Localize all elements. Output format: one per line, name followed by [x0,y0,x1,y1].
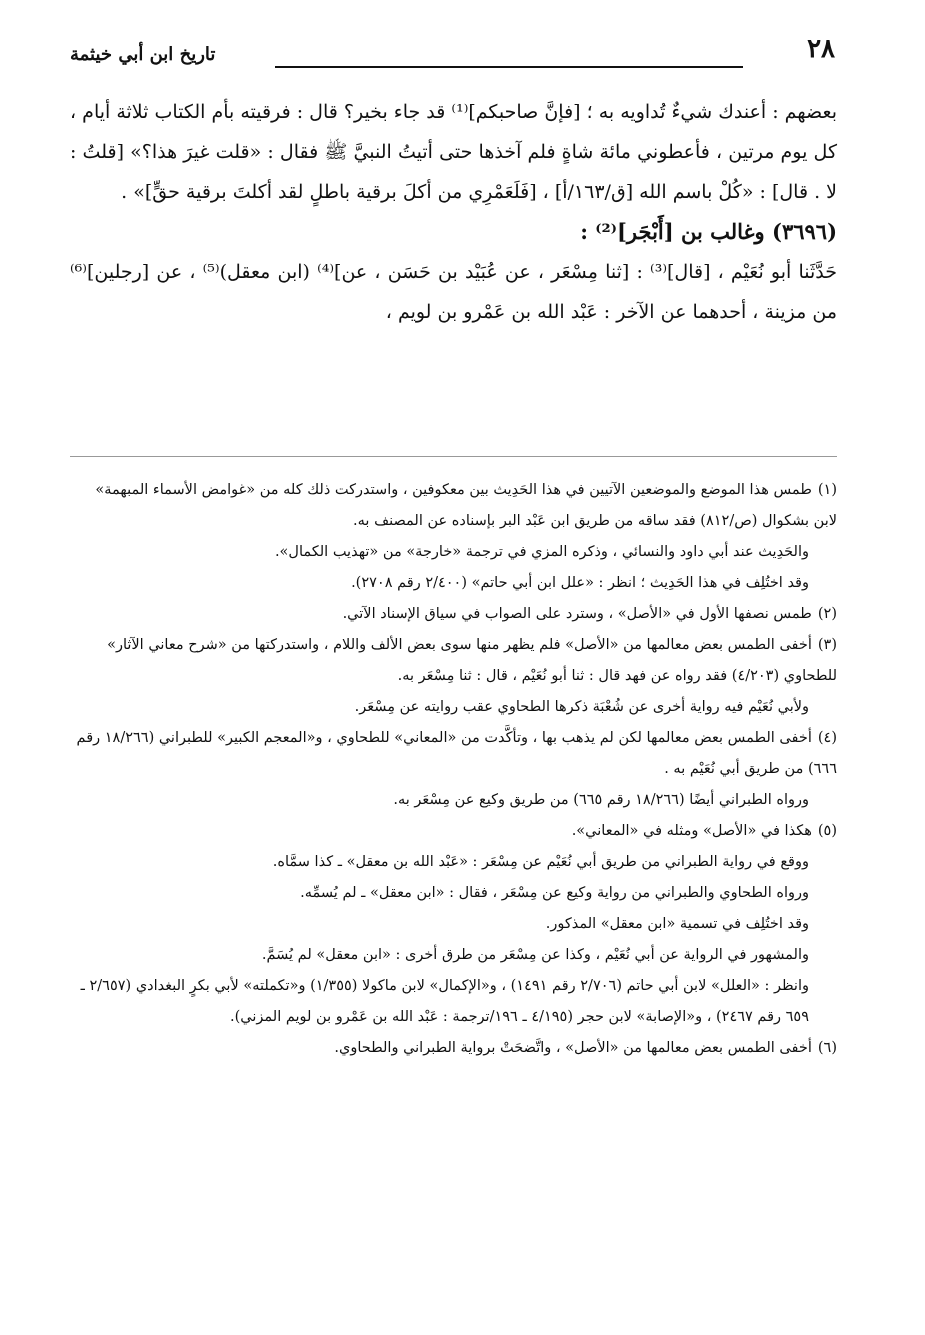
footnote-continuation: والحَدِيث عند أبي داود والنسائي ، وذكره المزي في ترجمة «خارجة» من «تهذيب الكمال». [274,544,809,560]
footnote-continuation: وانظر : «العلل» لابن أبي حاتم (٢/٧٠٦ رقم ١٤٩١) ، و«الإكمال» لابن ماكولا (١/٣٥٥) و«تكملته» لأبي بكرٍ البغدادي (٢/٦٥٧ ـ ٦٥٩ رقم ٢٤٦٧) ، و«الإصابة» لابن حجر (٤/١٩٥ ـ ١٩٦/ترجمة : عَبْد الله بن عَمْرو بن لويم المزني). [80,978,809,1025]
isnad-paragraph: حَدَّثَنا أبو نُعَيْم ، [قال]⁽³⁾ : [ثنا مِسْعَر ، عن عُبَيْد بن حَسَن ، عن]⁽⁴⁾ (ابن معقل)⁽⁵⁾ ، عن [رجلين]⁽⁶⁾ من مزينة ، أحدهما عن الآخر : عَبْد الله بن عَمْرو بن لويم ، [70,261,837,323]
footnote-text: أخفى الطمس بعض معالمها من «الأصل» فلم يظهر منها سوى بعض الألف واللام ، واستدركتها من «شرح معاني الآثار» للطحاوي (٤/٢٠٣) فقد رواه عن فهد قال : ثنا أبو نُعَيْم ، قال : ثنا مِسْعَر به. [107,637,837,684]
footnote-3 [70,630,837,692]
footnote-continuation: وقد اختُلِف في تسمية «ابن معقل» المذكور. [545,916,809,932]
entry-heading: (٣٦٩٦) وغالب بن [أَبْجَر]⁽²⁾ : [580,219,837,244]
footnote-1 [70,475,837,537]
book-title: تاريخ ابن أبي خيثمة [70,44,216,65]
footnote-5 [70,816,837,847]
footnote-number: (٤) [817,730,837,746]
footnote-text: أخفى الطمس بعض معالمها من «الأصل» ، واتَّضحَتْ برواية الطبراني والطحاوي. [334,1040,812,1056]
footnote-continuation: ولأبي نُعَيْم فيه رواية أخرى عن شُعْبَة ذكرها الطحاوي عقب روايته عن مِسْعَر. [354,699,809,715]
footnote-number: (٦) [817,1040,837,1056]
footnote-6 [70,1033,837,1064]
footnote-continuation: وقد اختُلِف في هذا الحَدِيث ؛ انظر : «علل ابن أبي حاتم» (٢/٤٠٠ رقم ٢٧٠٨). [351,575,809,591]
main-text [70,92,837,332]
page-header [70,30,835,80]
footnote-number: (١) [817,482,837,498]
footnote-text: هكذا في «الأصل» ومثله في «المعاني». [571,823,812,839]
page-number: ٢٨ [807,34,835,64]
footnote-number: (٣) [817,637,837,653]
footnote-text: طمس هذا الموضع والموضعين الآتيين في هذا الحَدِيث بين معكوفين ، واستدركت ذلك كله من «غوامض الأسماء المبهمة» لابن بشكوال (ص/٨١٢) فقد ساقه من طريق ابن عَبْد البر بإسناده عن المصنف به. [95,482,837,529]
main-paragraph: بعضهم : أعندك شيءٌ تُداويه به ؛ [فإنَّ صاحبكم]⁽¹⁾ قد جاء بخير؟ قال : فرقيته بأم الكتاب ثلاثة أيام ، كل يوم مرتين ، فأعطوني مائة شاةٍ فلم آخذها حتى أتيتُ النبيَّ ﷺ فقال : «قلت غيرَ هذا؟» [قلتُ : لا . قال] : «كُلْ باسم الله [ق/١٦٣/أ] ، [فَلَعَمْرِي من أكلَ برقية باطلٍ لقد أكلتَ برقية حقٍّ]» . [70,101,837,203]
footnote-text: أخفى الطمس بعض معالمها لكن لم يذهب بها ، وتأكَّدت من «المعاني» للطحاوي ، و«المعجم الكبير» للطبراني (١٨/٢٦٦ رقم ٦٦٦) من طريق أبي نُعَيْم به . [76,730,837,777]
footnotes [70,475,837,1064]
footnote-continuation: ورواه الطبراني أيضًا (١٨/٢٦٦ رقم ٦٦٥) من طريق وكيع عن مِسْعَر به. [393,792,809,808]
footnote-2 [70,599,837,630]
footnote-number: (٥) [817,823,837,839]
footnote-continuation: ورواه الطحاوي والطبراني من رواية وكيع عن مِسْعَر ، فقال : «ابن معقل» ـ لم يُسمِّه. [300,885,809,901]
header-rule [275,66,743,68]
footnote-continuation: والمشهور في الرواية عن أبي نُعَيْم ، وكذا عن مِسْعَر من طرق أخرى : «ابن معقل» لم يُسَمَّ. [261,947,809,963]
footnote-text: طمس نصفها الأول في «الأصل» ، وسترد على الصواب في سياق الإسناد الآتي. [342,606,812,622]
footnote-number: (٢) [817,606,837,622]
footnote-continuation: ووقع في رواية الطبراني من طريق أبي نُعَيْم عن مِسْعَر : «عَبْد الله بن معقل» ـ كذا سمَّاه. [272,854,809,870]
footnote-4 [70,723,837,785]
footnote-separator [70,456,837,457]
